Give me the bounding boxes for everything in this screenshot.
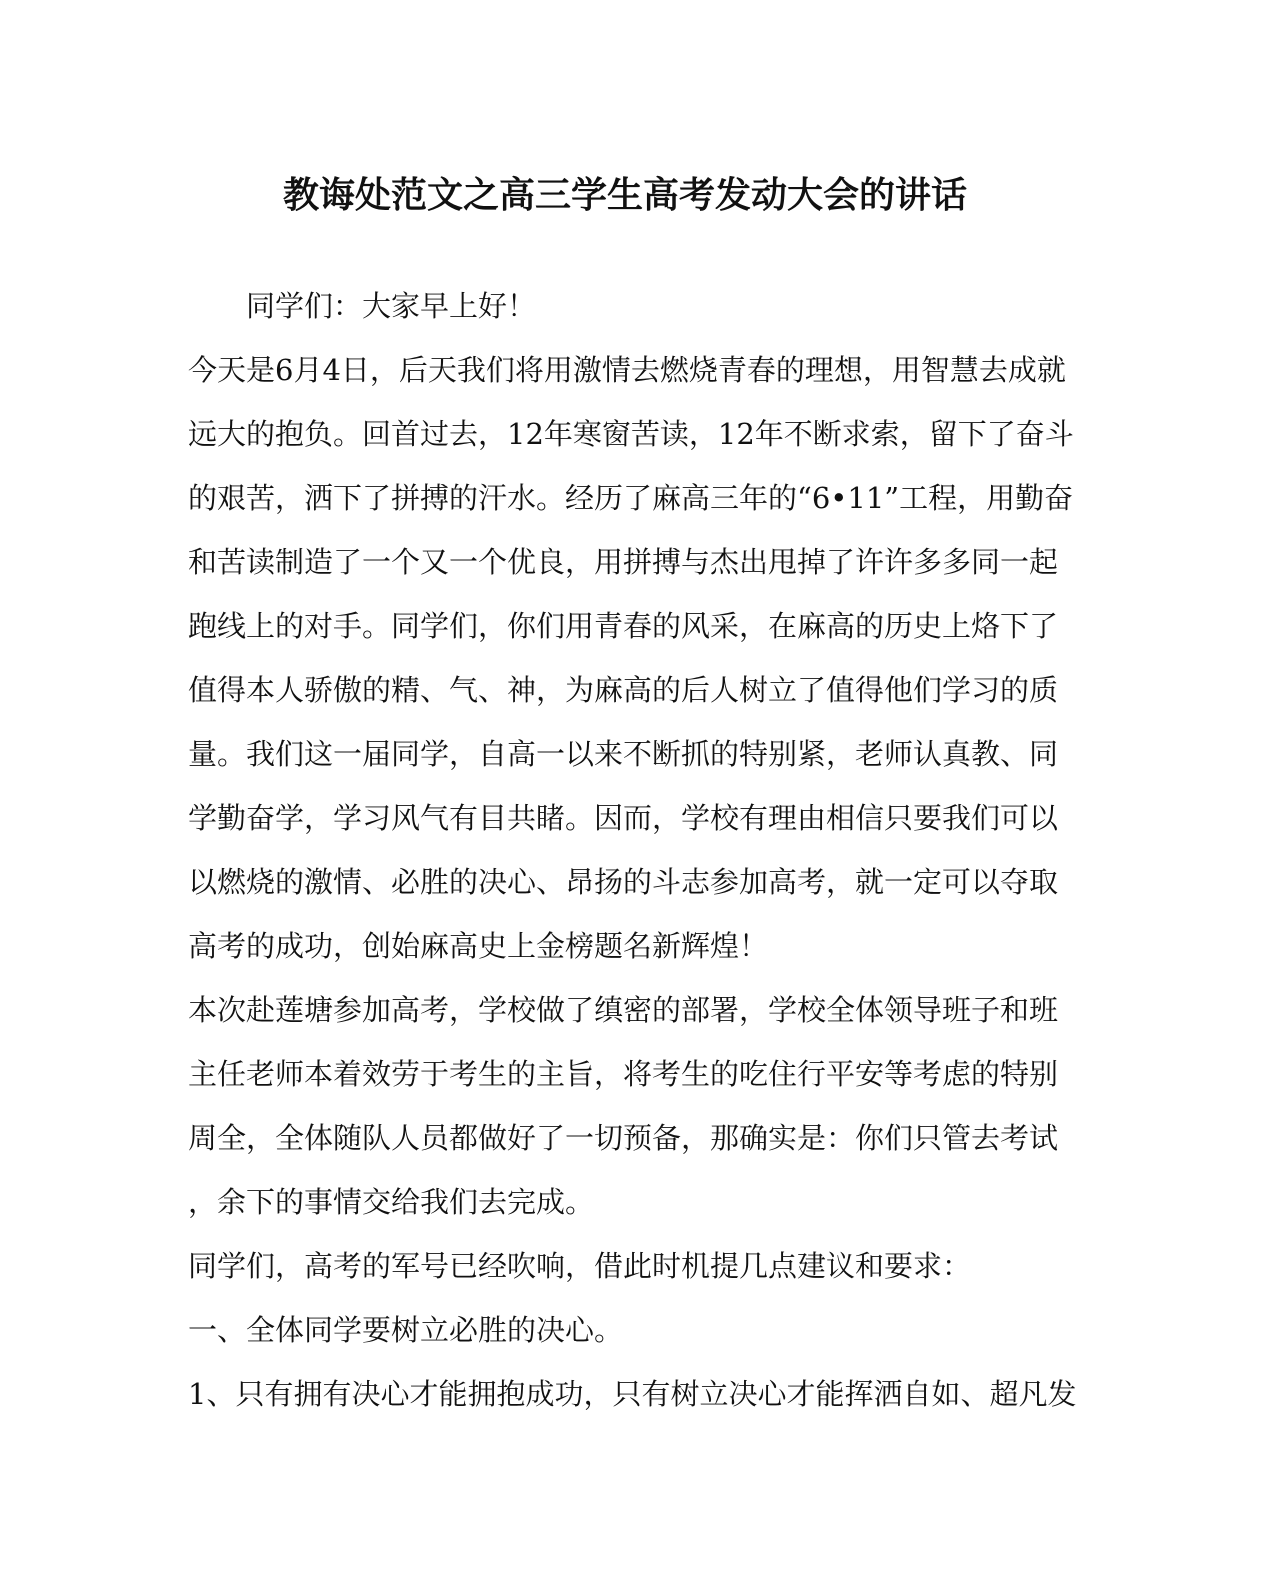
body-line: 以燃烧的激情、必胜的决心、昂扬的斗志参加高考，就一定可以夺取 xyxy=(188,865,1059,899)
body-line: 周全，全体随队人员都做好了一切预备，那确实是：你们只管去考试 xyxy=(188,1121,1059,1155)
document-title: 教诲处范文之高三学生高考发动大会的讲话 xyxy=(282,174,967,216)
body-line: ，余下的事情交给我们去完成。 xyxy=(188,1185,595,1219)
body-line: 本次赴莲塘参加高考，学校做了缜密的部署，学校全体领导班子和班 xyxy=(188,993,1059,1027)
body-line: 远大的抱负。回首过去，12年寒窗苦读，12年不断求索，留下了奋斗 xyxy=(188,417,1074,451)
body-line: 1、只有拥有决心才能拥抱成功，只有树立决心才能挥洒自如、超凡发 xyxy=(188,1377,1077,1411)
body-line: 同学们，高考的军号已经吹响，借此时机提几点建议和要求： xyxy=(188,1249,972,1283)
body-line: 量。我们这一届同学，自高一以来不断抓的特别紧，老师认真教、同 xyxy=(188,737,1059,771)
body-line: 高考的成功，创始麻高史上金榜题名新辉煌！ xyxy=(188,929,769,963)
section-heading: 一、全体同学要树立必胜的决心。 xyxy=(188,1313,624,1347)
body-line: 今天是6月4日，后天我们将用激情去燃烧青春的理想，用智慧去成就 xyxy=(188,353,1066,387)
body-line: 主任老师本着效劳于考生的主旨，将考生的吃住行平安等考虑的特别 xyxy=(188,1057,1059,1091)
body-line: 和苦读制造了一个又一个优良，用拼搏与杰出甩掉了许许多多同一起 xyxy=(188,545,1059,579)
body-line: 跑线上的对手。同学们，你们用青春的风采，在麻高的历史上烙下了 xyxy=(188,609,1059,643)
body-line: 值得本人骄傲的精、气、神，为麻高的后人树立了值得他们学习的质 xyxy=(188,673,1059,707)
body-line: 的艰苦，洒下了拼搏的汗水。经历了麻高三年的“6•11”工程，用勤奋 xyxy=(188,481,1074,515)
greeting-line: 同学们：大家早上好！ xyxy=(246,289,537,323)
body-line: 学勤奋学，学习风气有目共睹。因而，学校有理由相信只要我们可以 xyxy=(188,801,1059,835)
